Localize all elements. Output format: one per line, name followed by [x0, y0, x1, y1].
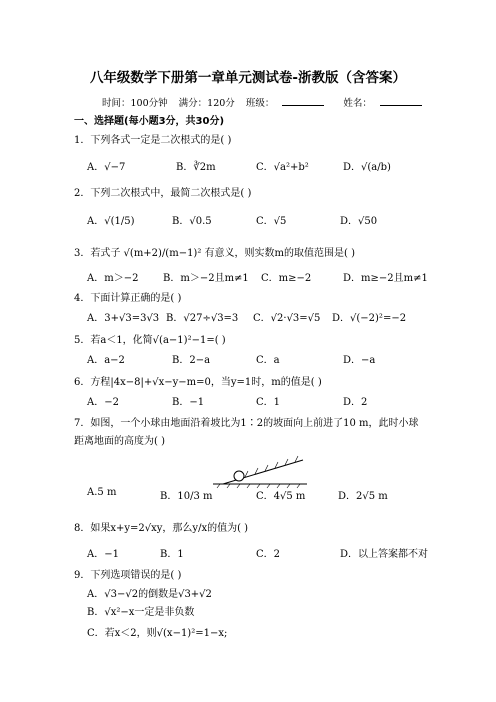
- q5-option-a: A．a−2: [87, 355, 125, 366]
- q8-option-a: A．−1: [87, 549, 119, 560]
- exam-meta: [102, 95, 438, 109]
- q3-option-a: A．m＞−2: [87, 273, 139, 284]
- question-3: 3．若式子 √(m+2)/(m−1)² 有意义，则实数m的取值范围是( ): [74, 248, 355, 259]
- q8-option-b: B．1: [160, 549, 184, 560]
- q4-option-a: A．3+√3=3√3: [87, 313, 160, 324]
- time-info: 时间：100分钟: [102, 98, 168, 109]
- q5-option-b: B．2−a: [172, 355, 211, 366]
- class-blank[interactable]: [282, 96, 324, 106]
- q7-option-b: B．10/3 m: [160, 491, 213, 502]
- ball-shape: [234, 471, 244, 481]
- slope-hatch: [217, 456, 300, 488]
- q4-option-b: B．√27÷√3=3: [166, 313, 239, 324]
- q2-option-b: B．√0.5: [172, 216, 212, 227]
- q2-option-c: C．√5: [256, 216, 287, 227]
- page-title: 八年级数学下册第一章单元测试卷-浙教版（含答案）: [89, 70, 407, 86]
- q9-option-c: C．若x＜2，则√(x−1)²=1−x;: [87, 628, 228, 639]
- slope-line: [223, 460, 303, 484]
- q9-option-a: A．√3−√2的倒数是√3+√2: [87, 589, 212, 600]
- q3-option-c: C．m≥−2: [261, 273, 312, 284]
- score-info: 满分：120分: [178, 98, 235, 109]
- question-6: 6．方程|4x−8|+√x−y−m=0，当y=1时，m的值是( ): [74, 377, 322, 388]
- class-label: 班级：: [245, 98, 275, 109]
- q8-option-c: C．2: [256, 549, 281, 560]
- slope-diagram: [205, 452, 315, 492]
- name-field: [343, 98, 430, 109]
- question-8: 8．如果x+y=2√xy，那么y/x的值为( ): [74, 523, 249, 534]
- section-heading: 一、选择题(每小题3分，共30分): [74, 116, 225, 127]
- q3-option-d: D．m≥−2且m≠1: [343, 273, 428, 284]
- q5-option-d: D．−a: [343, 355, 376, 366]
- question-7: 7．如图，一个小球由地面沿着坡比为1∶2的坡面向上前进了10 m，此时小球: [74, 418, 419, 429]
- q7-option-a: A.5 m: [87, 487, 117, 498]
- q6-option-a: A．−2: [87, 397, 119, 408]
- q6-option-b: B．−1: [172, 397, 205, 408]
- q6-option-d: D．2: [343, 397, 368, 408]
- q1-option-c: C．√a²+b²: [256, 162, 309, 173]
- question-5: 5．若a＜1，化简√(a−1)²−1=( ): [74, 335, 226, 346]
- q7-option-d: D．2√5 m: [338, 491, 388, 502]
- question-9: 9．下列选项错误的是( ): [74, 570, 182, 581]
- q8-option-d: D．以上答案都不对: [340, 549, 429, 560]
- q1-option-d: D．√(a/b): [343, 162, 391, 173]
- q2-option-d: D．√50: [340, 216, 378, 227]
- q2-option-a: A．√(1/5): [87, 216, 135, 227]
- name-label: 姓名：: [343, 98, 372, 109]
- question-4: 4．下面计算正确的是( ): [74, 293, 182, 304]
- question-2: 2．下列二次根式中，最简二次根式是( ): [74, 188, 252, 199]
- q4-option-d: D．√(−2)²=−2: [332, 313, 407, 324]
- question-1: 1．下列各式一定是二次根式的是( ): [74, 135, 232, 146]
- q1-option-a: A．√−7: [87, 162, 126, 173]
- q7-option-c: C．4√5 m: [256, 491, 306, 502]
- q4-option-c: C．√2·√3=√5: [253, 313, 321, 324]
- name-blank[interactable]: [380, 96, 422, 106]
- q3-option-b: B．m＞−2且m≠1: [163, 273, 249, 284]
- q5-option-c: C．a: [256, 355, 280, 366]
- q6-option-c: C．1: [256, 397, 281, 408]
- q9-option-b: B．√x²−x一定是非负数: [87, 607, 195, 618]
- question-7-cont: 距离地面的高度为( ): [74, 436, 165, 447]
- q1-option-b: B．∛2m: [176, 162, 216, 173]
- class-field: [246, 98, 333, 109]
